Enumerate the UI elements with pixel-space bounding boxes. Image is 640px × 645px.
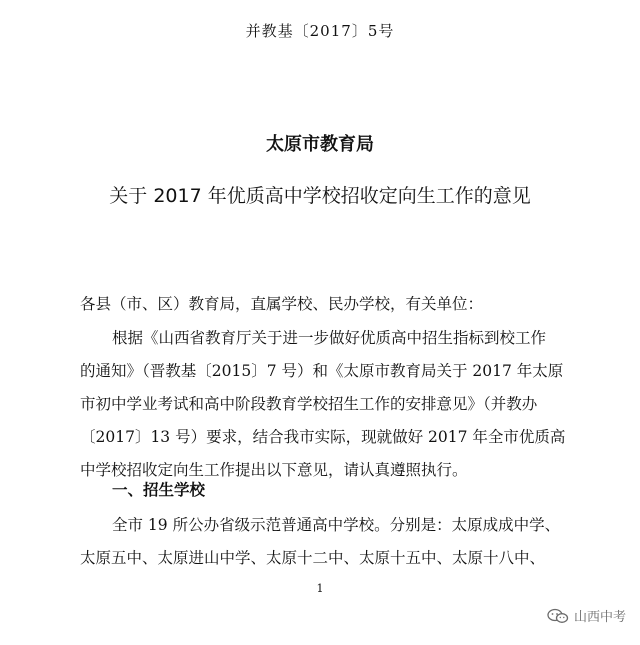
document-number: 并教基〔2017〕5号 xyxy=(245,22,395,40)
document-title: 关于 2017 年优质高中学校招收定向生工作的意见 xyxy=(109,185,531,207)
paragraph-line: 中学校招收定向生工作提出以下意见，请认真遵照执行。 xyxy=(80,461,468,479)
paragraph-line: 的通知》（晋教基〔2015〕7 号）和《太原市教育局关于 2017 年太原 xyxy=(80,362,564,380)
paragraph-line: 根据《山西省教育厅关于进一步做好优质高中招生指标到校工作 xyxy=(112,329,547,347)
paragraph-line: 〔2017〕13 号）要求，结合我市实际，现就做好 2017 年全市优质高 xyxy=(80,428,566,446)
wechat-icon xyxy=(547,608,569,624)
paragraph-line: 市初中学业考试和高中阶段教育学校招生工作的安排意见》（并教办 xyxy=(80,395,538,413)
watermark-text: 山西中考 xyxy=(573,610,626,625)
section-heading: 一、招生学校 xyxy=(112,481,206,499)
page-number: 1 xyxy=(316,582,324,595)
organization-title: 太原市教育局 xyxy=(266,134,374,155)
paragraph-line: 全市 19 所公办省级示范普通高中学校。分别是：太原成成中学、 xyxy=(112,516,561,534)
paragraph-line: 太原五中、太原进山中学、太原十二中、太原十五中、太原十八中、 xyxy=(80,549,546,567)
salutation: 各县（市、区）教育局，直属学校、民办学校，有关单位： xyxy=(80,295,484,313)
watermark xyxy=(547,606,626,625)
